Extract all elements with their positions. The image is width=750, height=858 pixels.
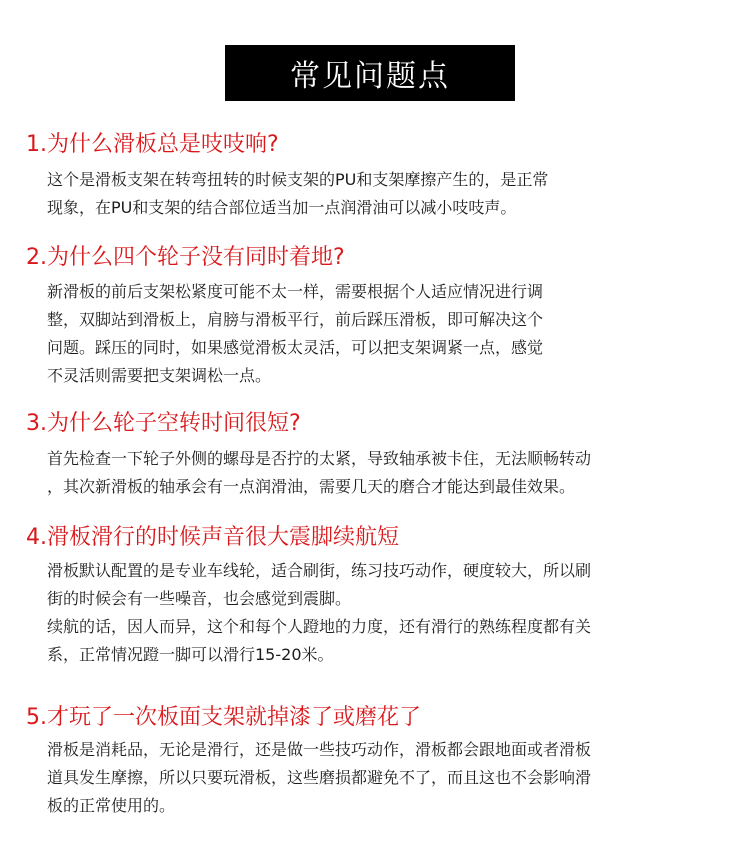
answer-line: 板的正常使用的。 xyxy=(47,796,176,815)
answer-line: ，其次新滑板的轴承会有一点润滑油，需要几天的磨合才能达到最佳效果。 xyxy=(47,477,576,496)
answer-line: 滑板默认配置的是专业车线轮，适合刷街，练习技巧动作，硬度较大，所以刷 xyxy=(47,561,592,580)
answer-line: 滑板是消耗品，无论是滑行，还是做一些技巧动作，滑板都会跟地面或者滑板 xyxy=(47,740,592,759)
answer-line: 整，双脚站到滑板上，肩膀与滑板平行，前后踩压滑板，即可解决这个 xyxy=(47,310,544,329)
faq-answer-4 xyxy=(47,557,707,669)
title-banner xyxy=(225,45,515,101)
answer-line: 系，正常情况蹬一脚可以滑行15-20米。 xyxy=(47,645,334,664)
answer-line: 现象，在PU和支架的结合部位适当加一点润滑油可以减小吱吱声。 xyxy=(47,198,517,217)
answer-line: 问题。踩压的同时，如果感觉滑板太灵活，可以把支架调紧一点，感觉 xyxy=(47,338,544,357)
answer-line: 续航的话，因人而异，这个和每个人蹬地的力度，还有滑行的熟练程度都有关 xyxy=(47,617,592,636)
answer-line: 道具发生摩擦，所以只要玩滑板，这些磨损都避免不了，而且这也不会影响滑 xyxy=(47,768,592,787)
faq-question-5: 5.才玩了一次板面支架就掉漆了或磨花了 xyxy=(26,705,421,730)
faq-answer-3 xyxy=(47,445,707,501)
faq-answer-5 xyxy=(47,736,707,820)
answer-line: 首先检查一下轮子外侧的螺母是否拧的太紧，导致轴承被卡住，无法顺畅转动 xyxy=(47,449,592,468)
faq-question-2: 2.为什么四个轮子没有同时着地? xyxy=(26,245,345,270)
faq-question-1: 1.为什么滑板总是吱吱响? xyxy=(26,132,279,157)
page-title: 常见问题点 xyxy=(290,59,450,94)
faq-answer-2 xyxy=(47,278,707,390)
answer-line: 不灵活则需要把支架调松一点。 xyxy=(47,366,272,385)
answer-line: 这个是滑板支架在转弯扭转的时候支架的PU和支架摩擦产生的，是正常 xyxy=(47,170,549,189)
faq-answer-1 xyxy=(47,166,707,222)
faq-question-3: 3.为什么轮子空转时间很短? xyxy=(26,411,301,436)
faq-question-4: 4.滑板滑行的时候声音很大震脚续航短 xyxy=(26,525,399,550)
answer-line: 街的时候会有一些噪音，也会感觉到震脚。 xyxy=(47,589,352,608)
answer-line: 新滑板的前后支架松紧度可能不太一样，需要根据个人适应情况进行调 xyxy=(47,282,544,301)
